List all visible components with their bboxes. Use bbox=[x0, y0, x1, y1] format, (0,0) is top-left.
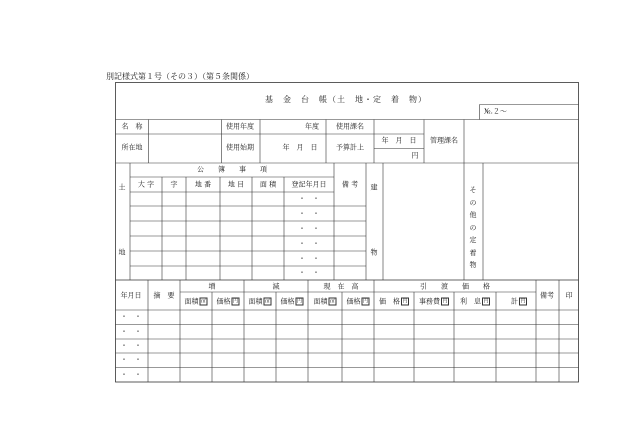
increase-price: 価格 円 bbox=[216, 297, 239, 306]
use-year-label: 使用年度 bbox=[226, 122, 254, 131]
registry-header: 公 簿 事 項 bbox=[197, 165, 267, 174]
form-caption: 別記様式第１号（その３）（第５条関係） bbox=[106, 72, 254, 81]
ledger-summary-label: 摘 要 bbox=[153, 291, 175, 300]
use-start-date: 年 月 日 bbox=[282, 143, 318, 152]
use-dept-label: 使用課名 bbox=[336, 122, 364, 131]
land-date-dot-4: ・ ・ bbox=[298, 239, 320, 248]
current-area: 面積 ㎡ bbox=[313, 297, 336, 306]
decrease-area: 面積 ㎡ bbox=[248, 297, 271, 306]
location-label: 所在地 bbox=[121, 143, 143, 152]
building-side-top: 建 bbox=[370, 183, 378, 192]
land-date-dot-6: ・ ・ bbox=[298, 268, 320, 277]
increase-area: 面積 ㎡ bbox=[184, 297, 207, 306]
ledger-date-label: 年月日 bbox=[120, 291, 142, 300]
form-title: 基 金 台 帳（土 地・定 着 物） bbox=[265, 95, 427, 104]
increase-label: 増 bbox=[208, 282, 216, 291]
col-oaza: 大 字 bbox=[137, 180, 155, 189]
ledger-date-dot-2: ・ ・ bbox=[120, 327, 142, 336]
ledger-date-dot-5: ・ ・ bbox=[120, 370, 142, 379]
land-date-dot-3: ・ ・ bbox=[298, 224, 320, 233]
ledger-date-dot-4: ・ ・ bbox=[120, 355, 142, 364]
name-label: 名 称 bbox=[121, 122, 143, 131]
ledger-remarks-label: 備考 bbox=[540, 291, 554, 300]
transfer-total: 計 円 bbox=[510, 297, 526, 306]
other-fixtures-label: そ の 他 の 定 着 物 bbox=[469, 186, 477, 269]
number-label: №.２～ bbox=[484, 107, 507, 116]
transfer-interest: 利 息 円 bbox=[459, 297, 489, 306]
land-date-dot-2: ・ ・ bbox=[298, 209, 320, 218]
budget-date: 年 月 日 bbox=[381, 136, 417, 145]
use-start-label: 使用始期 bbox=[226, 143, 254, 152]
current-price: 価格 円 bbox=[346, 297, 369, 306]
transfer-price: 価 格 円 bbox=[378, 297, 408, 306]
col-chiban: 地 番 bbox=[194, 180, 212, 189]
col-area: 面 積 bbox=[259, 180, 277, 189]
budget-yen: 円 bbox=[411, 151, 419, 160]
seal-label: 印 bbox=[565, 291, 573, 300]
col-registered-date: 登記年月日 bbox=[291, 180, 327, 189]
current-label: 現 在 高 bbox=[323, 282, 359, 291]
land-date-dot-5: ・ ・ bbox=[298, 254, 320, 263]
decrease-price: 価格 円 bbox=[280, 297, 303, 306]
land-date-dot-1: ・ ・ bbox=[298, 194, 320, 203]
land-side-top: 土 bbox=[118, 183, 126, 192]
ledger-date-dot-3: ・ ・ bbox=[120, 341, 142, 350]
land-side-bottom: 地 bbox=[118, 248, 126, 257]
col-aza: 字 bbox=[170, 180, 178, 189]
year-suffix: 年度 bbox=[305, 122, 319, 131]
budget-label: 予算計上 bbox=[336, 143, 364, 152]
col-chimoku: 地 目 bbox=[227, 180, 245, 189]
transfer-admin-fee: 事務費 円 bbox=[418, 297, 448, 306]
transfer-label: 引 渡 価 格 bbox=[420, 282, 490, 291]
land-remarks-label: 備 考 bbox=[341, 180, 359, 189]
building-side-bottom: 物 bbox=[370, 248, 378, 257]
decrease-label: 減 bbox=[272, 282, 280, 291]
mgmt-dept-label: 管理課名 bbox=[430, 136, 458, 145]
ledger-date-dot-1: ・ ・ bbox=[120, 312, 142, 321]
